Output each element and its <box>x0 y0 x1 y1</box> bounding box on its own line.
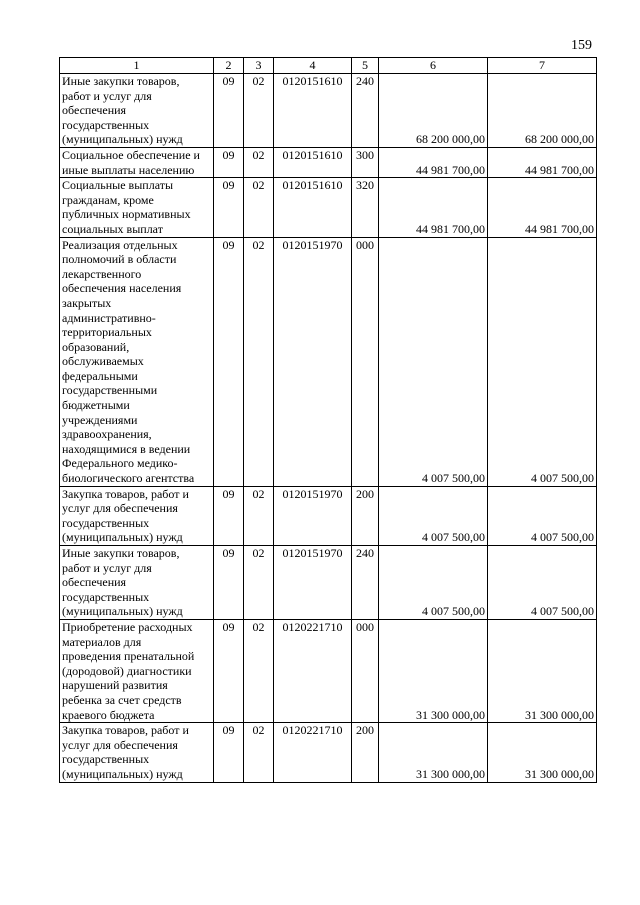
row-code-2-text: 09 <box>222 486 235 501</box>
column-header: 6 <box>379 58 488 74</box>
row-code-3-text: 02 <box>252 619 265 634</box>
row-amount-7-text: 4 007 500,00 <box>531 604 594 619</box>
row-amount-6-cell <box>379 74 488 148</box>
row-amount-6-cell <box>379 723 488 782</box>
table-row <box>60 546 597 620</box>
row-code-5-text: 240 <box>356 74 374 88</box>
column-header: 5 <box>352 58 379 74</box>
row-amount-6-text: 4 007 500,00 <box>422 604 485 619</box>
row-name-text: Социальное обеспечение и иные выплаты населению <box>62 147 200 177</box>
row-code-4-cell <box>274 723 352 782</box>
row-code-3-text: 02 <box>252 486 265 501</box>
row-amount-7-cell <box>488 147 597 177</box>
row-code-5-cell <box>352 546 379 620</box>
row-code-3-text: 02 <box>252 237 265 252</box>
row-code-5-cell <box>352 619 379 722</box>
row-amount-6-cell <box>379 237 488 486</box>
row-name-text: Иные закупки товаров, работ и услуг для обеспечения государственных (муниципальных) нужд <box>62 546 183 619</box>
row-amount-6-cell <box>379 486 488 545</box>
row-amount-7-text: 31 300 000,00 <box>525 766 594 781</box>
row-code-5-text: 000 <box>356 237 374 252</box>
row-code-4-cell <box>274 178 352 237</box>
row-code-2-cell <box>214 723 244 782</box>
row-code-5-cell <box>352 178 379 237</box>
row-amount-6-text: 44 981 700,00 <box>416 162 485 177</box>
row-name-text: Реализация отдельных полномочий в области лекарственного обеспечения населения закрытых административно- территориальных образований, обслуживаемых федеральными государственными бюджетными учреждениями здравоохранения, находящимися в ведении Федерального медико- биологического агентства <box>62 237 195 486</box>
row-code-3-cell <box>244 619 274 722</box>
column-header: 7 <box>488 58 597 74</box>
row-code-2-cell <box>214 178 244 237</box>
row-name-text: Закупка товаров, работ и услуг для обеспечения государственных (муниципальных) нужд <box>62 723 189 781</box>
row-amount-7-text: 44 981 700,00 <box>525 221 594 236</box>
row-amount-6-text: 44 981 700,00 <box>416 221 485 236</box>
row-code-4-cell <box>274 619 352 722</box>
row-code-4-text: 0120151970 <box>282 546 343 560</box>
row-code-4-text: 0120151610 <box>282 74 343 88</box>
row-amount-6-text: 31 300 000,00 <box>416 766 485 781</box>
row-amount-6-text: 68 200 000,00 <box>416 132 485 147</box>
row-code-3-cell <box>244 546 274 620</box>
row-amount-6-cell <box>379 546 488 620</box>
row-name-text: Социальные выплаты гражданам, кроме публичных нормативных социальных выплат <box>62 178 191 236</box>
row-code-3-text: 02 <box>252 147 265 162</box>
row-amount-7-text: 4 007 500,00 <box>531 471 594 486</box>
row-code-4-text: 0120221710 <box>282 619 343 634</box>
row-code-5-text: 320 <box>356 178 374 193</box>
row-amount-6-text: 4 007 500,00 <box>422 530 485 545</box>
row-name-cell <box>60 486 214 545</box>
row-name-cell <box>60 619 214 722</box>
row-amount-7-cell <box>488 486 597 545</box>
row-code-2-text: 09 <box>222 723 235 738</box>
row-code-2-text: 09 <box>222 619 235 634</box>
row-code-5-text: 300 <box>356 147 374 162</box>
column-header: 4 <box>274 58 352 74</box>
row-code-5-text: 200 <box>356 486 374 501</box>
row-code-2-cell <box>214 619 244 722</box>
row-amount-7-text: 44 981 700,00 <box>525 162 594 177</box>
row-amount-7-text: 31 300 000,00 <box>525 707 594 722</box>
budget-table <box>59 57 597 783</box>
row-code-2-text: 09 <box>222 237 235 252</box>
row-code-2-cell <box>214 74 244 148</box>
row-code-3-text: 02 <box>252 74 265 88</box>
row-code-2-text: 09 <box>222 74 235 88</box>
row-amount-7-cell <box>488 619 597 722</box>
row-code-4-cell <box>274 147 352 177</box>
row-name-cell <box>60 147 214 177</box>
table-row <box>60 147 597 177</box>
row-name-cell <box>60 74 214 148</box>
row-amount-7-cell <box>488 178 597 237</box>
row-code-2-text: 09 <box>222 178 235 193</box>
table-row <box>60 723 597 782</box>
row-code-3-cell <box>244 237 274 486</box>
row-code-3-cell <box>244 178 274 237</box>
column-header: 1 <box>60 58 214 74</box>
row-code-5-text: 000 <box>356 619 374 634</box>
row-amount-7-text: 4 007 500,00 <box>531 530 594 545</box>
page-number: 159 <box>571 38 592 53</box>
row-code-3-text: 02 <box>252 178 265 193</box>
row-name-text: Иные закупки товаров, работ и услуг для обеспечения государственных (муниципальных) нужд <box>62 74 183 147</box>
row-code-5-cell <box>352 486 379 545</box>
row-code-4-text: 0120151970 <box>282 237 343 252</box>
row-code-3-text: 02 <box>252 546 265 560</box>
column-header: 3 <box>244 58 274 74</box>
row-code-3-cell <box>244 74 274 148</box>
row-code-4-text: 0120151610 <box>282 147 343 162</box>
table-row <box>60 178 597 237</box>
row-code-4-cell <box>274 237 352 486</box>
table-row <box>60 486 597 545</box>
row-code-4-cell <box>274 74 352 148</box>
row-amount-7-cell <box>488 74 597 148</box>
table-row <box>60 74 597 148</box>
row-name-cell <box>60 237 214 486</box>
header-row <box>60 58 597 74</box>
row-code-3-cell <box>244 147 274 177</box>
row-code-3-text: 02 <box>252 723 265 738</box>
row-amount-6-cell <box>379 619 488 722</box>
row-code-2-cell <box>214 147 244 177</box>
row-name-cell <box>60 723 214 782</box>
row-code-5-cell <box>352 74 379 148</box>
row-code-4-text: 0120221710 <box>282 723 343 738</box>
row-code-4-text: 0120151970 <box>282 486 343 501</box>
row-amount-6-text: 4 007 500,00 <box>422 471 485 486</box>
table-row <box>60 619 597 722</box>
row-amount-7-text: 68 200 000,00 <box>525 132 594 147</box>
row-name-cell <box>60 546 214 620</box>
row-code-3-cell <box>244 723 274 782</box>
row-code-4-cell <box>274 486 352 545</box>
row-code-2-text: 09 <box>222 147 235 162</box>
column-header: 2 <box>214 58 244 74</box>
row-code-4-cell <box>274 546 352 620</box>
row-amount-7-cell <box>488 723 597 782</box>
row-code-2-text: 09 <box>222 546 235 560</box>
table-row <box>60 237 597 486</box>
row-name-text: Приобретение расходных материалов для проведения пренатальной (дородовой) диагностики нарушений развития ребенка за счет средств краевого бюджета <box>62 619 195 722</box>
row-code-5-cell <box>352 237 379 486</box>
row-code-5-cell <box>352 723 379 782</box>
row-code-4-text: 0120151610 <box>282 178 343 193</box>
row-amount-6-cell <box>379 147 488 177</box>
row-code-5-cell <box>352 147 379 177</box>
row-amount-7-cell <box>488 546 597 620</box>
row-code-5-text: 240 <box>356 546 374 560</box>
row-code-5-text: 200 <box>356 723 374 738</box>
row-amount-6-text: 31 300 000,00 <box>416 707 485 722</box>
row-code-2-cell <box>214 486 244 545</box>
row-name-text: Закупка товаров, работ и услуг для обеспечения государственных (муниципальных) нужд <box>62 486 189 545</box>
row-amount-7-cell <box>488 237 597 486</box>
row-code-2-cell <box>214 546 244 620</box>
row-name-cell <box>60 178 214 237</box>
row-code-2-cell <box>214 237 244 486</box>
row-code-3-cell <box>244 486 274 545</box>
row-amount-6-cell <box>379 178 488 237</box>
